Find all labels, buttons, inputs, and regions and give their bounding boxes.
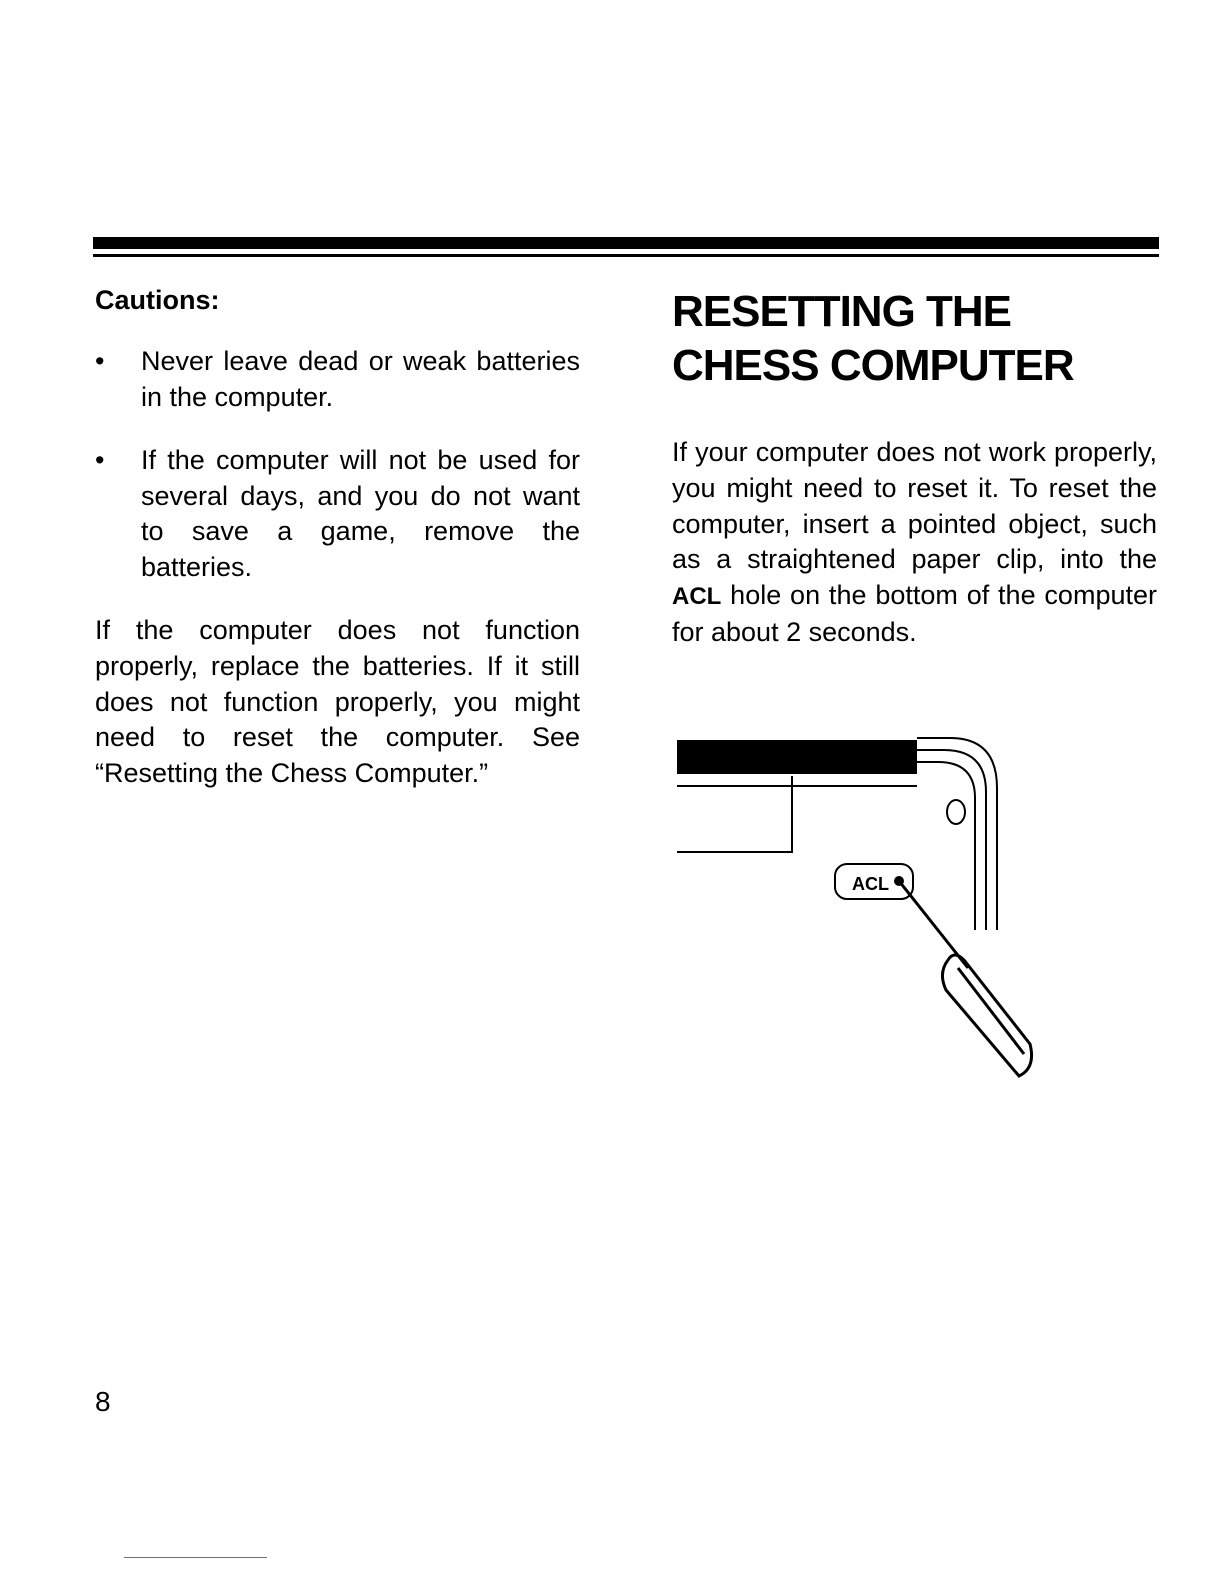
caution-item [95, 344, 580, 415]
hole-oval-icon [947, 800, 965, 824]
header-rule-thick [93, 237, 1159, 249]
cautions-list [95, 344, 580, 585]
bullet-icon: • [95, 346, 105, 376]
paper-clip-icon [942, 955, 1031, 1076]
caution-text: If the computer will not be used for several days, and you do not want to save a game, remove the batteries. [141, 445, 580, 582]
left-column [95, 282, 580, 792]
cautions-heading: Cautions: [95, 285, 220, 315]
right-column [672, 282, 1157, 651]
acl-figure-label: ACL [852, 874, 889, 894]
acl-inline-label: ACL [672, 583, 722, 611]
computer-edge-bar [677, 740, 917, 774]
header-rule-thin [93, 254, 1159, 257]
section-title [672, 285, 1157, 393]
reset-illustration-drawing [672, 728, 1052, 1088]
section-title-line1: RESETTING THE [672, 287, 1012, 336]
reset-illustration [672, 728, 1052, 1088]
reset-text-after: hole on the bottom of the computer for about 2 seconds. [672, 580, 1157, 647]
footer-line [124, 1557, 267, 1558]
outline-curve-inner [917, 762, 975, 930]
battery-paragraph: If the computer does not function properly, replace the batteries. If it still does not function properly, you might need to reset the computer. See “Resetting the Chess Computer.” [95, 615, 580, 789]
caution-item [95, 443, 580, 585]
caution-text: Never leave dead or weak batteries in the computer. [141, 346, 580, 412]
compartment-bracket [677, 776, 792, 852]
reset-paragraph [672, 435, 1157, 651]
reset-text-before: If your computer does not work properly, you might need to reset it. To reset the computer, insert a pointed object, such as a straightened paper clip, into the [672, 437, 1157, 575]
section-title-line2: CHESS COMPUTER [672, 341, 1074, 390]
page-number: 8 [95, 1386, 111, 1417]
bullet-icon: • [95, 445, 105, 475]
